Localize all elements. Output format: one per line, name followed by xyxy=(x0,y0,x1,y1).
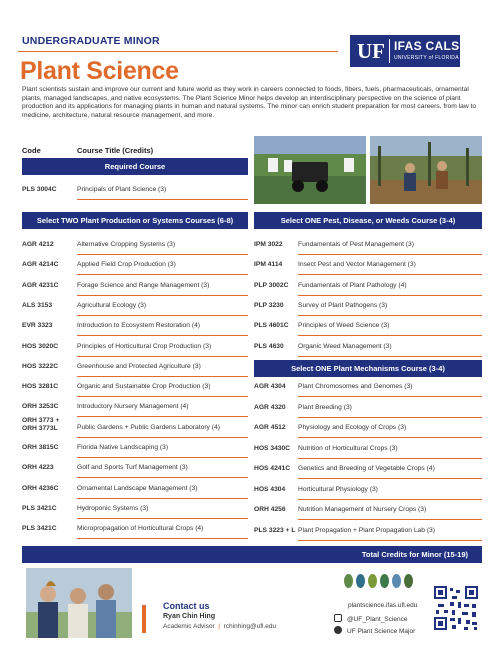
course-code: AGR 4512 xyxy=(254,424,286,431)
page-title: Plant Science xyxy=(20,57,179,85)
course-title: Organic and Sustainable Crop Production (3) xyxy=(77,383,211,391)
row-underline xyxy=(298,356,482,357)
droplet-icon xyxy=(356,574,365,588)
required-course-heading xyxy=(22,158,248,175)
course-code: PLS 3004C xyxy=(22,186,57,193)
course-code: AGR 4214C xyxy=(22,261,59,269)
production-heading xyxy=(22,212,248,229)
logo-uf: UF xyxy=(350,39,390,63)
course-title: Nutrition Management of Nursery Crops (3) xyxy=(298,506,427,513)
contact-email[interactable]: rchinhing@ufl.edu xyxy=(223,623,277,630)
course-title: Golf and Sports Turf Management (3) xyxy=(77,464,188,472)
course-code: HOS 3020C xyxy=(22,342,59,350)
contact-accent xyxy=(142,605,146,633)
course-row xyxy=(22,296,248,316)
course-title: Fundamentals of Plant Pathology (4) xyxy=(298,281,407,289)
course-title: Principals of Plant Science (3) xyxy=(77,186,167,193)
course-row xyxy=(254,255,482,275)
course-code: ORH 3253C xyxy=(22,403,59,411)
course-title: Organic Weed Management (3) xyxy=(298,342,392,350)
course-row xyxy=(22,458,248,478)
course-code: ORH 4223 xyxy=(22,464,54,472)
leaf-icon xyxy=(344,574,353,588)
course-title: Applied Field Crop Production (3) xyxy=(77,261,176,269)
pest-heading xyxy=(254,212,482,229)
course-row xyxy=(22,418,248,438)
course-title: Plant Chromosomes and Genomes (3) xyxy=(298,383,413,390)
code-column-header: Code xyxy=(22,146,41,155)
course-title: Introduction to Ecosystem Restoration (4) xyxy=(77,322,201,330)
course-row xyxy=(254,316,482,336)
production-heading-text: Select TWO Plant Production or Systems Courses (6-8) xyxy=(36,216,234,225)
course-row xyxy=(22,357,248,377)
course-title: Introductory Nursery Management (4) xyxy=(77,403,189,411)
total-credits-text: Total Credits for Minor (15-19) xyxy=(361,550,468,559)
course-title: Public Gardens + Public Gardens Laboratory (4) xyxy=(77,423,220,431)
required-heading-text: Required Course xyxy=(104,162,166,171)
facebook-name: UF Plant Science Major xyxy=(347,628,416,635)
row-underline xyxy=(298,540,482,541)
course-title: Nutrition of Horticultural Crops (3) xyxy=(298,444,398,452)
instagram-icon xyxy=(334,614,342,622)
program-icons xyxy=(344,574,420,590)
course-code: HOS 4304 xyxy=(254,485,286,493)
course-code: PLS 3421C xyxy=(22,504,57,512)
course-title: Greenhouse and Protected Agriculture (3) xyxy=(77,362,201,370)
course-row xyxy=(254,296,482,316)
field-photo-1 xyxy=(254,136,366,204)
course-row xyxy=(254,480,482,500)
mechanisms-heading xyxy=(254,360,482,377)
course-code: AGR 4212 xyxy=(22,241,54,248)
field-photo-2 xyxy=(370,136,482,204)
students-field-image xyxy=(370,136,482,204)
title-column-header: Course Title (Credits) xyxy=(77,146,154,155)
course-row xyxy=(22,479,248,499)
course-code: PLS 4601C xyxy=(254,322,289,330)
course-title: Agricultural Ecology (3) xyxy=(77,301,147,309)
course-code: ALS 3153 xyxy=(22,301,53,309)
course-row xyxy=(22,180,248,200)
course-code: HOS 3222C xyxy=(22,362,59,370)
course-code: AGR 4304 xyxy=(254,383,286,390)
contact-name: Ryan Chin Hing xyxy=(163,613,216,620)
course-code: ORH 3773 + ORH 3773L xyxy=(22,416,60,432)
minor-label: UNDERGRADUATE MINOR xyxy=(22,35,160,47)
course-code: PLP 3002C xyxy=(254,281,289,289)
course-row xyxy=(254,235,482,255)
course-row xyxy=(254,337,482,357)
uf-ifas-logo xyxy=(350,35,460,67)
intro-paragraph: Plant scientists sustain and improve our current and future world as they work in careers connected to foods, fibers, fuels, pharmaceuticals, ornamental plants, managed landscapes, and native ecosystems. The Plant Science Minor helps develop an interdisciplinary perspective on the science of plant production and its applications for managing plants in human and natural systems. The minor can enrich student preparation for most careers, from law to medicine, architecture, natural resource management, and more. xyxy=(22,86,477,119)
course-code: ORH 3815C xyxy=(22,444,59,451)
pest-heading-text: Select ONE Pest, Disease, or Weeds Course (3-4) xyxy=(280,216,456,225)
tree-icon xyxy=(404,574,413,588)
course-title: Florida Native Landscaping (3) xyxy=(77,444,169,451)
course-row xyxy=(254,500,482,520)
course-row xyxy=(254,398,482,418)
course-row xyxy=(22,519,248,539)
course-row xyxy=(22,235,248,255)
mechanisms-heading-text: Select ONE Plant Mechanisms Course (3-4) xyxy=(291,364,445,373)
students-lab-photo xyxy=(26,568,132,638)
course-code: HOS 3430C xyxy=(254,444,291,452)
course-title: Micropropagation of Horticultural Crops (4) xyxy=(77,525,204,533)
course-code: AGR 4231C xyxy=(22,281,59,289)
course-title: Survey of Plant Pathogens (3) xyxy=(298,301,388,309)
course-code: ORH 4236C xyxy=(22,484,59,492)
qr-code[interactable] xyxy=(432,584,480,632)
course-row xyxy=(254,377,482,397)
course-code: PLS 4630 xyxy=(254,342,284,350)
course-title: Principles of Weed Science (3) xyxy=(298,322,390,330)
course-code: IPM 4114 xyxy=(254,261,283,269)
course-row xyxy=(22,377,248,397)
course-row xyxy=(254,418,482,438)
field-robot-image xyxy=(254,136,366,204)
course-row xyxy=(254,439,482,459)
logo-university: UNIVERSITY of FLORIDA xyxy=(394,54,459,61)
instagram-row[interactable] xyxy=(334,614,407,623)
row-underline xyxy=(77,199,248,200)
course-title: Plant Breeding (3) xyxy=(298,403,352,411)
course-title: Physiology and Ecology of Crops (3) xyxy=(298,424,407,431)
course-code: HOS 3281C xyxy=(22,383,59,391)
logo-ifas: IFAS CALS xyxy=(394,38,460,53)
contact-heading: Contact us xyxy=(163,601,210,611)
row-underline xyxy=(77,538,248,539)
course-code: IPM 3022 xyxy=(254,241,283,248)
course-row xyxy=(254,459,482,479)
course-title: Fundamentals of Pest Management (3) xyxy=(298,241,414,248)
instagram-handle: @UF_Plant_Science xyxy=(347,616,408,623)
course-row xyxy=(22,255,248,275)
course-title: Horticultural Physiology (3) xyxy=(298,485,378,493)
header-rule xyxy=(18,51,338,52)
course-title: Principles of Horticultural Crop Production (3) xyxy=(77,342,212,350)
plant-icon xyxy=(380,574,389,588)
website-link[interactable]: plantscience.ifas.ufl.edu xyxy=(348,602,418,609)
course-row xyxy=(22,499,248,519)
total-credits-bar xyxy=(22,546,482,563)
flower-icon xyxy=(392,574,401,588)
course-code: AGR 4320 xyxy=(254,403,286,411)
course-code: PLS 3421C xyxy=(22,525,57,533)
course-row xyxy=(22,397,248,417)
course-title: Hydroponic Systems (3) xyxy=(77,504,149,512)
course-code: HOS 4241C xyxy=(254,465,291,472)
course-title: Ornamental Landscape Management (3) xyxy=(77,484,198,492)
course-row xyxy=(22,438,248,458)
course-title: Alternative Cropping Systems (3) xyxy=(77,241,176,248)
contact-role: Academic Advisor xyxy=(163,623,215,630)
course-title: Forage Science and Range Management (3) xyxy=(77,281,210,289)
course-row xyxy=(22,316,248,336)
students-lab-image xyxy=(26,568,132,638)
course-code: PLS 3223 + L xyxy=(254,526,296,534)
course-code: PLP 3230 xyxy=(254,301,284,309)
course-row xyxy=(254,276,482,296)
contact-role-line: Academic Advisor | rchinhing@ufl.edu xyxy=(163,623,277,630)
course-code: ORH 4256 xyxy=(254,506,286,513)
course-row xyxy=(22,276,248,296)
facebook-icon xyxy=(334,626,342,634)
course-title: Plant Propagation + Plant Propagation Lab (3) xyxy=(298,526,436,534)
course-row xyxy=(22,337,248,357)
qr-code-icon xyxy=(432,584,480,632)
course-row xyxy=(254,521,482,541)
course-title: Genetics and Breeding of Vegetable Crops (4) xyxy=(298,465,435,472)
course-title: Insect Pest and Vector Management (3) xyxy=(298,261,416,269)
facebook-row[interactable] xyxy=(334,626,415,635)
sprout-icon xyxy=(368,574,377,588)
course-code: EVR 3323 xyxy=(22,322,53,330)
